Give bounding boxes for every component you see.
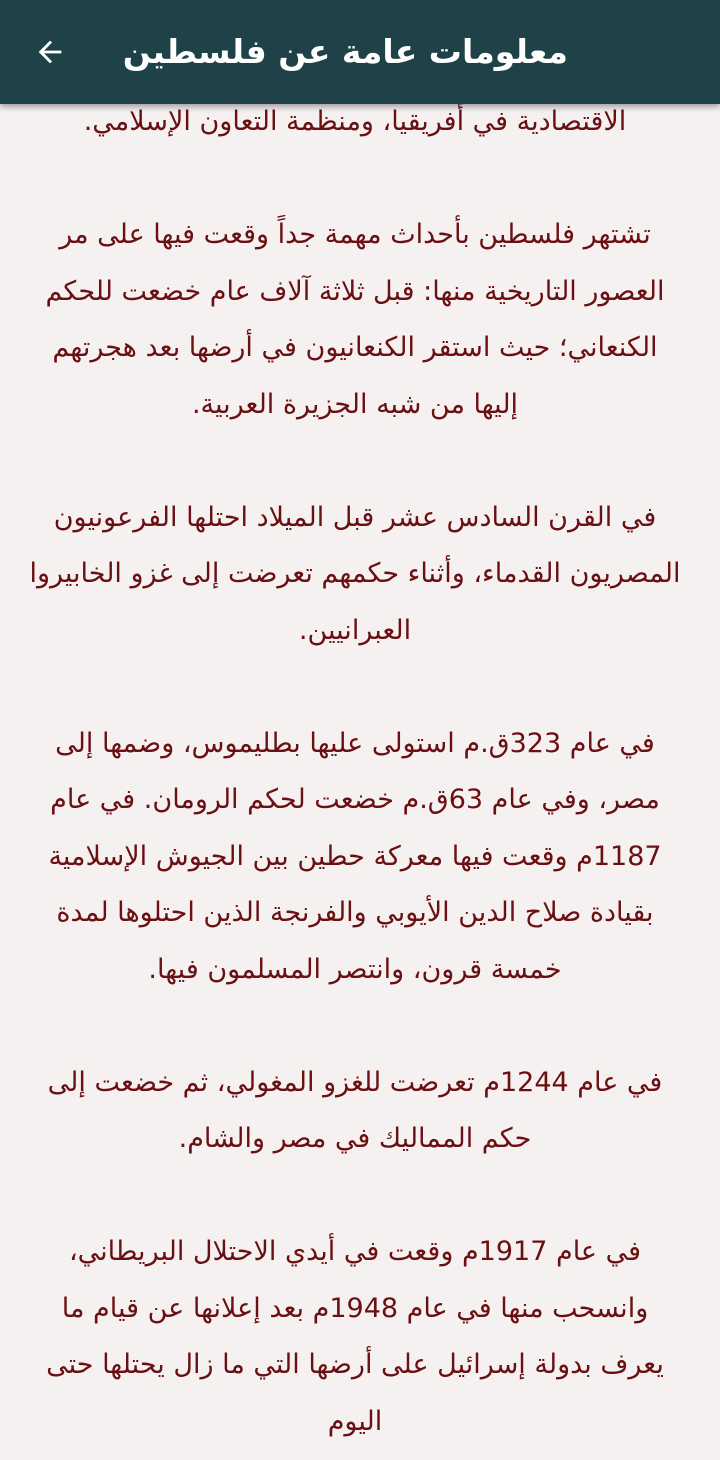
arrow-left-icon	[33, 35, 67, 69]
article-paragraph: الاقتصادية في أفريقيا، ومنظمة التعاون الإسلامي.	[83, 106, 627, 137]
article-paragraph: في عام 1917م وقعت في أيدي الاحتلال البريطاني، وانسحب منها في عام 1948م بعد إعلانها عن قيام ما يعرف بدولة إسرائيل على أرضها التي ما زال يحتلها حتى اليوم	[46, 1236, 664, 1437]
page-title: معلومات عامة عن فلسطين	[122, 32, 568, 71]
back-button[interactable]	[22, 24, 78, 80]
article-scroll-area[interactable]	[0, 104, 720, 1460]
article-paragraph: في عام 1244م تعرضت للغزو المغولي، ثم خضعت إلى حكم المماليك في مصر والشام.	[47, 1066, 663, 1154]
article-paragraph: تشتهر فلسطين بأحداث مهمة جداً وقعت فيها على مر العصور التاريخية منها: قبل ثلاثة آلاف عام خضعت للحكم الكنعاني؛ حيث استقر الكنعانيون في أرضها بعد هجرتهم إليها من شبه الجزيرة العربية.	[45, 219, 665, 420]
app-bar	[0, 0, 720, 104]
article-body	[26, 104, 684, 1460]
article-paragraph: في القرن السادس عشر قبل الميلاد احتلها الفرعونيون المصريون القدماء، وأثناء حكمهم تعرضت إلى غزو الخابيروا العبرانيين.	[29, 501, 681, 646]
article-paragraph: في عام 323ق.م استولى عليها بطليموس، وضمها إلى مصر، وفي عام 63ق.م خضعت لحكم الرومان. في عام 1187م وقعت فيها معركة حطين بين الجيوش الإسلامية بقيادة صلاح الدين الأيوبي والفرنجة الذين احتلوها لمدة خمسة قرون، وانتصر المسلمون فيها.	[48, 727, 662, 985]
